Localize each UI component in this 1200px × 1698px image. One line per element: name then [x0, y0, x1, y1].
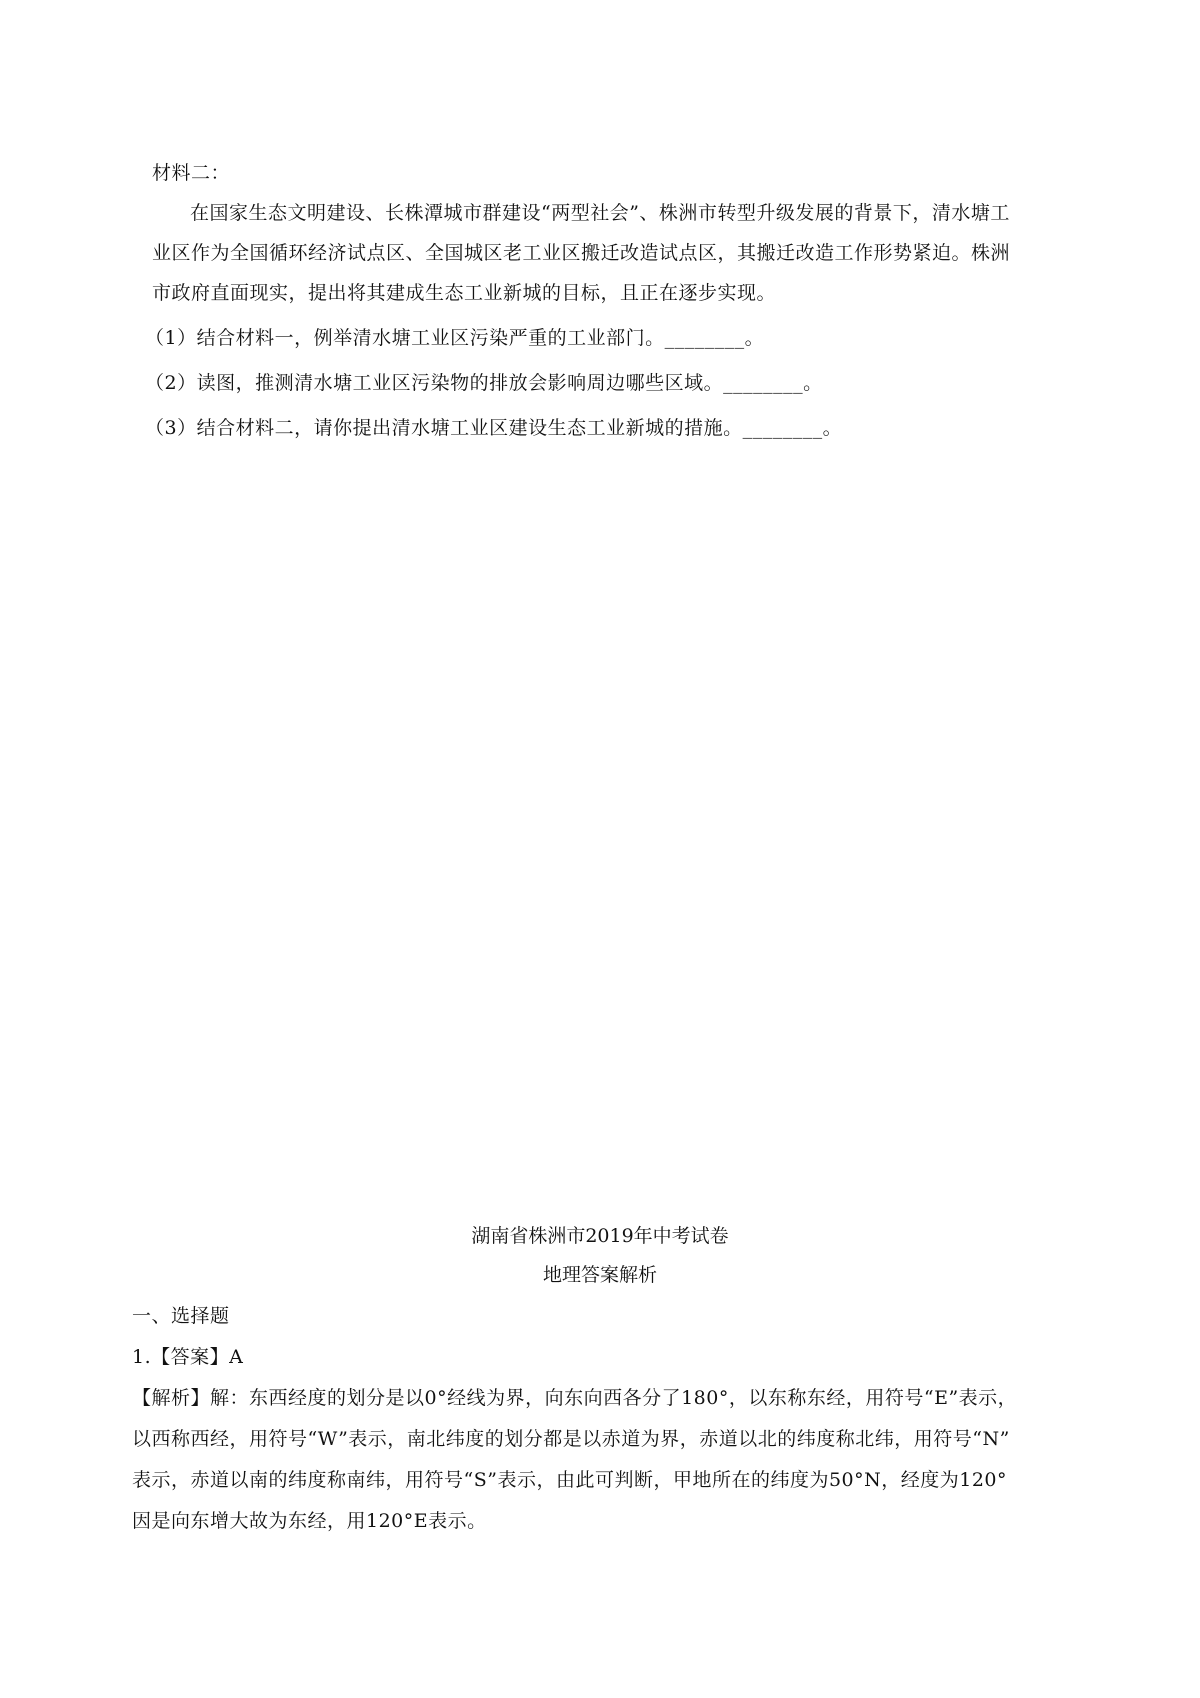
material-2-line-2: 业区作为全国循环经济试点区、全国城区老工业区搬迁改造试点区，其搬迁改造工作形势紧迫。株洲: [152, 242, 1011, 264]
analysis-line-2: 以西称西经，用符号“W”表示，南北纬度的划分都是以赤道为界，赤道以北的纬度称北纬，用符号“N”: [132, 1428, 1010, 1450]
analysis-line-3: 表示，赤道以南的纬度称南纬，用符号“S”表示，由此可判断，甲地所在的纬度为50°N，经度为120°: [132, 1469, 1008, 1491]
answer-subtitle: 地理答案解析: [542, 1264, 657, 1286]
question-2: （2）读图，推测清水塘工业区污染物的排放会影响周边哪些区域。________。: [145, 372, 823, 394]
material-2-heading: 材料二：: [152, 162, 231, 184]
answer-line: 1.【答案】A: [132, 1346, 244, 1368]
question-3: （3）结合材料二，请你提出清水塘工业区建设生态工业新城的措施。________。: [145, 417, 843, 439]
answer-title: 湖南省株洲市2019年中考试卷: [471, 1225, 729, 1247]
analysis-line-1: 【解析】解：东西经度的划分是以0°经线为界，向东向西各分了180°，以东称东经，用符号“E”表示，: [132, 1387, 1018, 1409]
question-1: （1）结合材料一，例举清水塘工业区污染严重的工业部门。________。: [145, 327, 765, 349]
material-2-line-3: 市政府直面现实，提出将其建成生态工业新城的目标，且正在逐步实现。: [152, 282, 777, 304]
section-heading: 一、选择题: [132, 1305, 230, 1327]
analysis-line-4: 因是向东增大故为东经，用120°E表示。: [132, 1510, 487, 1532]
material-2-line-1: 在国家生态文明建设、长株潭城市群建设“两型社会”、株洲市转型升级发展的背景下，清水塘工: [190, 202, 1010, 224]
